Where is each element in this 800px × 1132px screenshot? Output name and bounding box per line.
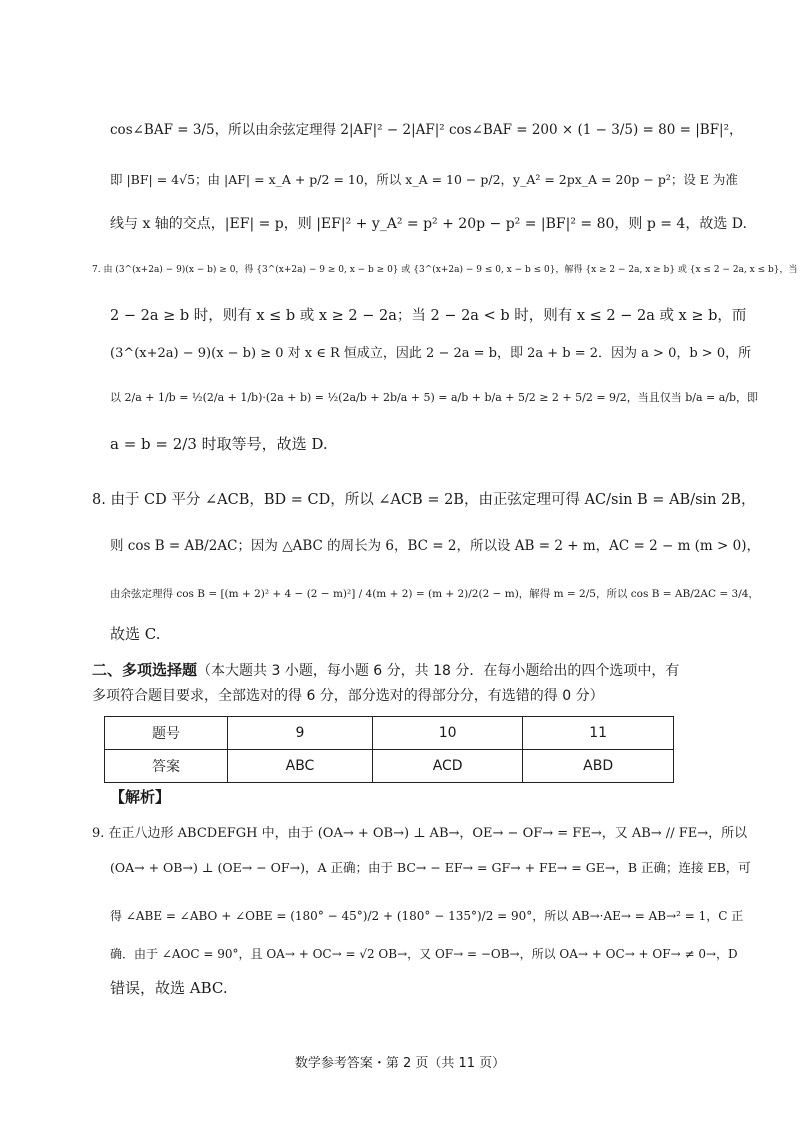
page-footer: 数学参考答案・第 2 页（共 11 页） [294,1056,506,1071]
q6-line-3: 线与 x 轴的交点，|EF| = p，则 |EF|² + y_A² = p² + 20p − p² = |BF|² = 80，则 p = 4，故选 D. [110,216,747,232]
q9-line-4: 确．由于 ∠AOC = 90°，且 OA→ + OC→ = √2 OB→，又 OF→ = −OB→，所以 OA→ + OC→ + OF→ ≠ 0→，D [110,947,738,961]
section-2-heading [92,658,679,683]
q7-line-4: 以 2/a + 1/b = ½(2/a + 1/b)·(2a + b) = ½(2a/b + 2b/a + 5) = a/b + b/a + 5/2 ≥ 2 + 5/2 = 9/2，当且仅当 b/a = a/b，即 [110,391,759,404]
q7-line-2: 2 − 2a ≥ b 时，则有 x ≤ b 或 x ≥ 2 − 2a；当 2 − 2a < b 时，则有 x ≤ 2 − 2a 或 x ≥ b，而 [110,308,747,324]
q7-line-3: (3^(x+2a) − 9)(x − b) ≥ 0 对 x ∈ R 恒成立，因此 2 − 2a = b，即 2a + b = 2．因为 a > 0，b > 0，所 [110,346,752,361]
q8-line-3: 由余弦定理得 cos B = [(m + 2)² + 4 − (2 − m)²] / 4(m + 2) = (m + 2)/2(2 − m)，解得 m = 2/5，所以 cos B = AB/2AC = 3/4， [110,588,759,600]
table-cell: ABC [228,750,373,783]
q9-line-5: 错误，故选 ABC. [110,979,228,997]
table-cell: 9 [228,717,373,750]
table-row [105,717,674,750]
table-cell: ABD [523,750,674,783]
section-2-desc-2: 多项符合题目要求，全部选对的得 6 分，部分选对的得部分分，有选错的得 0 分） [92,688,604,704]
q8-line-4: 故选 C. [110,625,161,643]
section-2-desc-1: （本大题共 3 小题，每小题 6 分，共 18 分．在每小题给出的四个选项中，有 [197,663,680,679]
table-cell: 10 [372,717,522,750]
table-cell: 11 [523,717,674,750]
section-2-title: 二、多项选择题 [92,661,198,679]
q6-line-2: 即 |BF| = 4√5；由 |AF| = x_A + p/2 = 10，所以 x_A = 10 − p/2，y_A² = 2px_A = 20p − p²；设 E 为准 [110,172,738,187]
table-row-label-answer: 答案 [105,750,228,783]
q8-line-1: 8. 由于 CD 平分 ∠ACB，BD = CD，所以 ∠ACB = 2B，由正弦定理可得 AC/sin B = AB/sin 2B， [92,492,756,508]
q7-line-5: a = b = 2/3 时取等号，故选 D. [110,435,328,453]
analysis-heading: 【解析】 [110,788,171,806]
answer-table [104,716,674,783]
q8-line-2: 则 cos B = AB/2AC；因为 △ABC 的周长为 6，BC = 2，所以设 AB = 2 + m，AC = 2 − m (m > 0)， [110,538,760,554]
q9-line-2: (OA→ + OB→) ⊥ (OE→ − OF→)，A 正确；由于 BC→ − EF→ = GF→ + FE→ = GE→，B 正确；连接 EB，可 [110,860,751,875]
table-row [105,750,674,783]
table-cell: ACD [372,750,522,783]
q9-line-1: 9. 在正八边形 ABCDEFGH 中，由于 (OA→ + OB→) ⊥ AB→，OE→ − OF→ = FE→，又 AB→ // FE→，所以 [92,826,748,841]
q6-line-1: cos∠BAF = 3/5，所以由余弦定理得 2|AF|² − 2|AF|² cos∠BAF = 200 × (1 − 3/5) = 80 = |BF|²， [110,122,743,138]
q9-line-3: 得 ∠ABE = ∠ABO + ∠OBE = (180° − 45°)/2 + (180° − 135°)/2 = 90°，所以 AB→·AE→ = AB→² = 1，C 正 [110,909,744,923]
q7-line-1: 7. 由 (3^(x+2a) − 9)(x − b) ≥ 0，得 {3^(x+2a) − 9 ≥ 0, x − b ≥ 0} 或 {3^(x+2a) − 9 ≤ 0, x − b ≤ 0}，解得 {x ≥ 2 − 2a, x ≥ b} 或 {x ≤ 2 − 2a, x ≤ b}，当 [92,265,798,275]
table-row-label-number: 题号 [105,717,228,750]
